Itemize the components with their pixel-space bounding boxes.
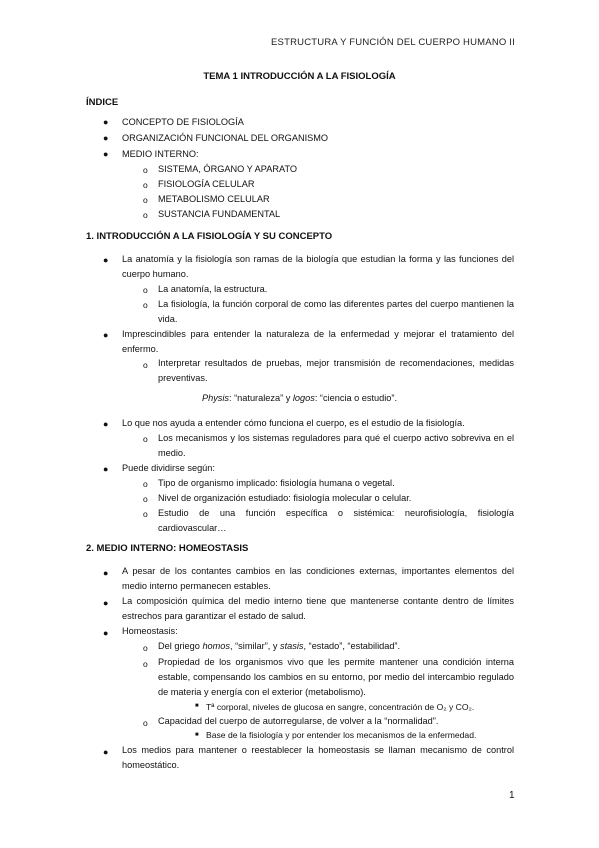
paragraph: La composición química del medio interno tiene que mantenerse contante dentro de límites estrechos para garantizar el estado de salud. <box>122 596 514 621</box>
bullet-icon: ● <box>103 330 109 340</box>
bullet-icon: ● <box>103 419 109 429</box>
section-heading: 2. MEDIO INTERNO: HOMEOSTASIS <box>86 543 249 554</box>
paragraph: Los medios para mantener o reestablecer la homeostasis se llaman mecanismo de control homeostático. <box>122 745 514 770</box>
paragraph: Nivel de organización estudiado: fisiología molecular o celular. <box>158 493 412 503</box>
paragraph: Estudio de una función específica o sistémica: neurofisiología, fisiología cardiovascular… <box>158 508 514 533</box>
circle-bullet-icon: o <box>143 643 148 653</box>
running-header: ESTRUCTURA Y FUNCIÓN DEL CUERPO HUMANO II <box>271 37 515 48</box>
circle-bullet-icon: o <box>143 509 148 519</box>
quote-term: logos <box>292 393 315 403</box>
etymology-quote <box>0 393 599 403</box>
quote-text: : “ciencia o estudio”. <box>314 393 398 403</box>
bullet-icon: ● <box>103 747 109 757</box>
bullet-icon: ● <box>103 598 109 608</box>
circle-bullet-icon: o <box>143 165 148 175</box>
paragraph: A pesar de los contantes cambios en las condiciones externas, importantes elementos del medio interno permanecen estables. <box>122 566 514 591</box>
circle-bullet-icon: o <box>143 180 148 190</box>
index-item: MEDIO INTERNO: <box>122 149 199 159</box>
bullet-icon: ● <box>103 133 109 143</box>
quote-text: : “naturaleza” y <box>229 393 293 403</box>
quote-term: homos <box>202 641 231 651</box>
index-item: CONCEPTO DE FISIOLOGÍA <box>122 117 244 127</box>
section-heading: 1. INTRODUCCIÓN A LA FISIOLOGÍA Y SU CONCEPTO <box>86 231 333 242</box>
bullet-icon: ● <box>103 255 109 265</box>
circle-bullet-icon: o <box>143 285 148 295</box>
paragraph: Base de la fisiología y por entender los mecanismos de la enfermedad. <box>206 730 477 740</box>
paragraph: Los mecanismos y los sistemas reguladores para qué el cuerpo activo sobreviva en el medio. <box>158 433 514 458</box>
index-subitem: FISIOLOGÍA CELULAR <box>158 179 255 189</box>
circle-bullet-icon: o <box>143 479 148 489</box>
circle-bullet-icon: o <box>143 718 148 728</box>
paragraph: Puede dividirse según: <box>122 463 215 473</box>
paragraph: Homeostasis: <box>122 626 178 636</box>
paragraph: Imprescindibles para entender la naturaleza de la enfermedad y mejorar el tratamiento del enfermo. <box>122 329 514 354</box>
bullet-icon: ● <box>103 149 109 159</box>
square-bullet-icon: ■ <box>195 703 199 709</box>
paragraph: Tipo de organismo implicado: fisiología humana o vegetal. <box>158 478 395 488</box>
circle-bullet-icon: o <box>143 195 148 205</box>
index-subitem: SISTEMA, ÓRGANO Y APARATO <box>158 164 298 174</box>
paragraph: Capacidad del cuerpo de autorregularse, de volver a la “normalidad”. <box>158 716 439 726</box>
paragraph-text: , “estado”, “estabilidad”. <box>303 641 401 651</box>
bullet-icon: ● <box>103 628 109 638</box>
paragraph: La anatomía y la fisiología son ramas de la biología que estudian la forma y las funciones del cuerpo humano. <box>122 254 514 279</box>
quote-term: Physis <box>201 393 230 403</box>
index-subitem: METABOLISMO CELULAR <box>158 194 270 204</box>
circle-bullet-icon: o <box>143 360 148 370</box>
paragraph: Lo que nos ayuda a entender cómo funciona el cuerpo, es el estudio de la fisiología. <box>122 418 465 428</box>
paragraph: Interpretar resultados de pruebas, mejor transmisión de recomendaciones, medidas preventivas. <box>158 358 514 383</box>
page-number: 1 <box>509 790 515 801</box>
paragraph: La anatomía, la estructura. <box>158 284 268 294</box>
bullet-icon: ● <box>103 117 109 127</box>
circle-bullet-icon: o <box>143 210 148 220</box>
index-item: ORGANIZACIÓN FUNCIONAL DEL ORGANISMO <box>122 133 329 143</box>
circle-bullet-icon: o <box>143 659 148 669</box>
circle-bullet-icon: o <box>143 300 148 310</box>
circle-bullet-icon: o <box>143 434 148 444</box>
paragraph-text: Del griego <box>158 641 203 651</box>
index-heading: ÍNDICE <box>86 97 119 108</box>
circle-bullet-icon: o <box>143 494 148 504</box>
square-bullet-icon: ■ <box>195 732 199 738</box>
document-title: TEMA 1 INTRODUCCIÓN A LA FISIOLOGÍA <box>203 71 396 82</box>
paragraph: Propiedad de los organismos vivo que les permite mantener una condición interna estable, compensando los cambios en su entorno, por medio del intercambio regulado de materia y energía con el exterior (metabolismo). <box>158 657 514 697</box>
quote-term: stasis <box>280 641 304 651</box>
paragraph <box>158 639 514 654</box>
bullet-icon: ● <box>103 568 109 578</box>
index-subitem: SUSTANCIA FUNDAMENTAL <box>158 209 281 219</box>
paragraph-text: , “similar”, y <box>230 641 281 651</box>
paragraph: Tª corporal, niveles de glucosa en sangre, concentración de O₂ y CO₂. <box>206 702 475 712</box>
paragraph: La fisiología, la función corporal de como las diferentes partes del cuerpo mantienen la vida. <box>158 299 514 324</box>
bullet-icon: ● <box>103 464 109 474</box>
